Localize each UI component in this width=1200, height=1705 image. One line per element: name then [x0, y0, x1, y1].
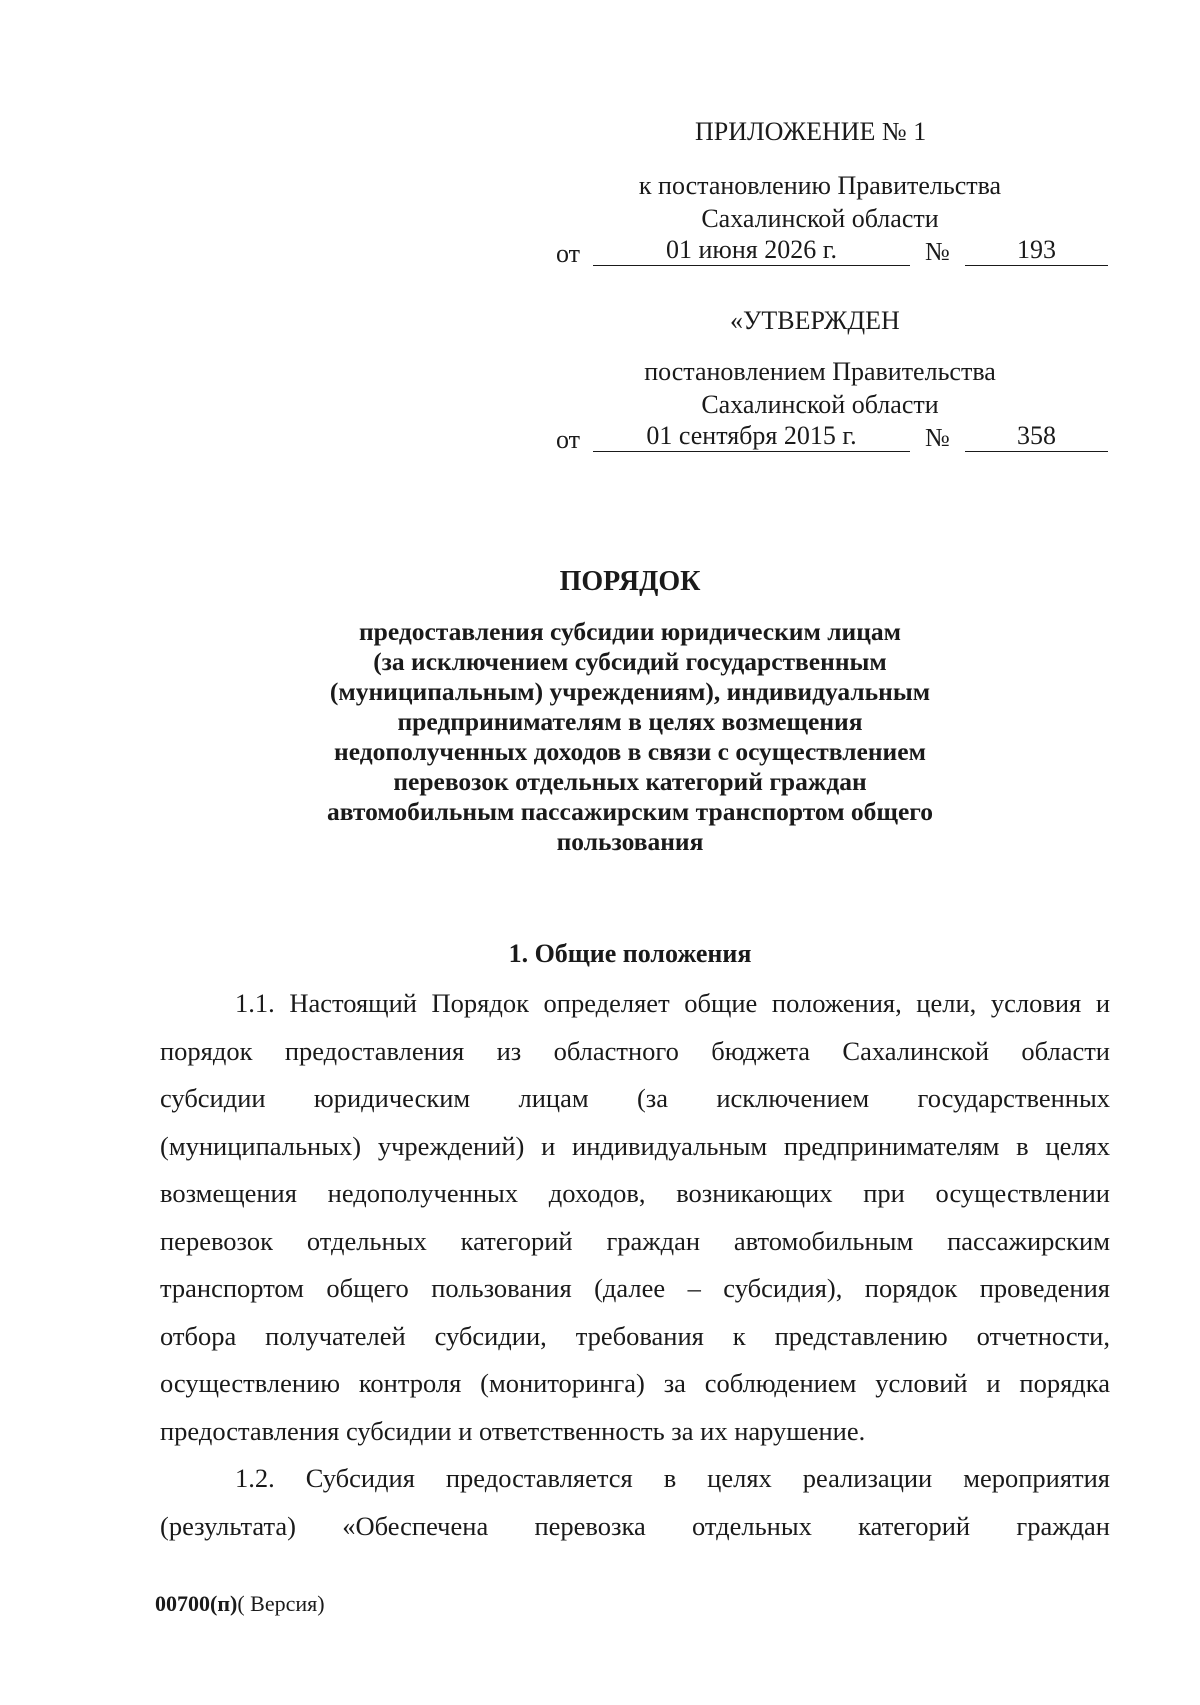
from-label-1: от — [556, 239, 581, 268]
from-label-2: от — [556, 425, 581, 454]
document-code: 00700(п) — [155, 1591, 238, 1616]
paragraph-line: (муниципальных) учреждений) и индивидуальным предпринимателям в целях — [160, 1130, 1110, 1161]
appendix-label: ПРИЛОЖЕНИЕ № 1 — [695, 117, 927, 146]
approved-by-line-2: Сахалинской области — [701, 390, 939, 419]
subtitle-line: предоставления субсидии юридическим лицам — [358, 617, 902, 646]
subtitle-line: (муниципальным) учреждениям), индивидуальным — [329, 677, 931, 706]
date-field-2: 01 сентября 2015 г. — [593, 421, 910, 452]
paragraph-line: 1.2. Субсидия предоставляется в целях реализации мероприятия — [235, 1463, 1110, 1493]
paragraph-line: транспортом общего пользования (далее – субсидия), порядок проведения — [160, 1273, 1110, 1303]
subtitle-line: пользования — [556, 827, 704, 856]
number-label-1: № — [925, 237, 950, 266]
number-label-2: № — [925, 423, 950, 452]
subtitle-line: автомобильным пассажирским транспортом общего — [327, 797, 933, 826]
document-footer — [155, 1590, 325, 1618]
paragraph-line: предоставления субсидии и ответственность за их нарушение. — [160, 1415, 866, 1446]
approved-label: «УТВЕРЖДЕН — [730, 306, 900, 335]
paragraph-line: субсидии юридическим лицам (за исключением государственных — [160, 1083, 1110, 1113]
paragraph-line: осуществлению контроля (мониторинга) за соблюдением условий и порядка — [160, 1368, 1110, 1398]
paragraph-1-2 — [160, 1455, 1110, 1550]
paragraph-line: порядок предоставления из областного бюджета Сахалинской области — [160, 1035, 1110, 1066]
document-version: ( Версия) — [237, 1591, 325, 1616]
document-title: ПОРЯДОК — [559, 566, 701, 597]
paragraph-line: возмещения недополученных доходов, возникающих при осуществлении — [160, 1178, 1110, 1208]
number-field-1: 193 — [965, 235, 1108, 266]
subtitle-line: перевозок отдельных категорий граждан — [393, 767, 867, 796]
date-field-1: 01 июня 2026 г. — [593, 235, 910, 266]
paragraph-line: перевозок отдельных категорий граждан автомобильным пассажирским — [160, 1225, 1110, 1256]
number-field-2: 358 — [965, 421, 1108, 452]
subtitle-line: (за исключением субсидий государственным — [373, 647, 887, 676]
section-heading: 1. Общие положения — [508, 939, 752, 968]
approved-by-line-1: постановлением Правительства — [644, 357, 996, 386]
subtitle-line: недополученных доходов в связи с осуществлением — [334, 737, 926, 766]
to-resolution-line-2: Сахалинской области — [701, 204, 939, 233]
paragraph-line: отбора получателей субсидии, требования к представлению отчетности, — [160, 1320, 1110, 1351]
subtitle-line: предпринимателям в целях возмещения — [397, 707, 863, 736]
to-resolution-line-1: к постановлению Правительства — [638, 171, 1002, 200]
paragraph-line: 1.1. Настоящий Порядок определяет общие положения, цели, условия и — [235, 988, 1110, 1018]
paragraph-line: (результата) «Обеспечена перевозка отдельных категорий граждан — [160, 1510, 1110, 1541]
paragraph-1-1 — [160, 980, 1110, 1455]
